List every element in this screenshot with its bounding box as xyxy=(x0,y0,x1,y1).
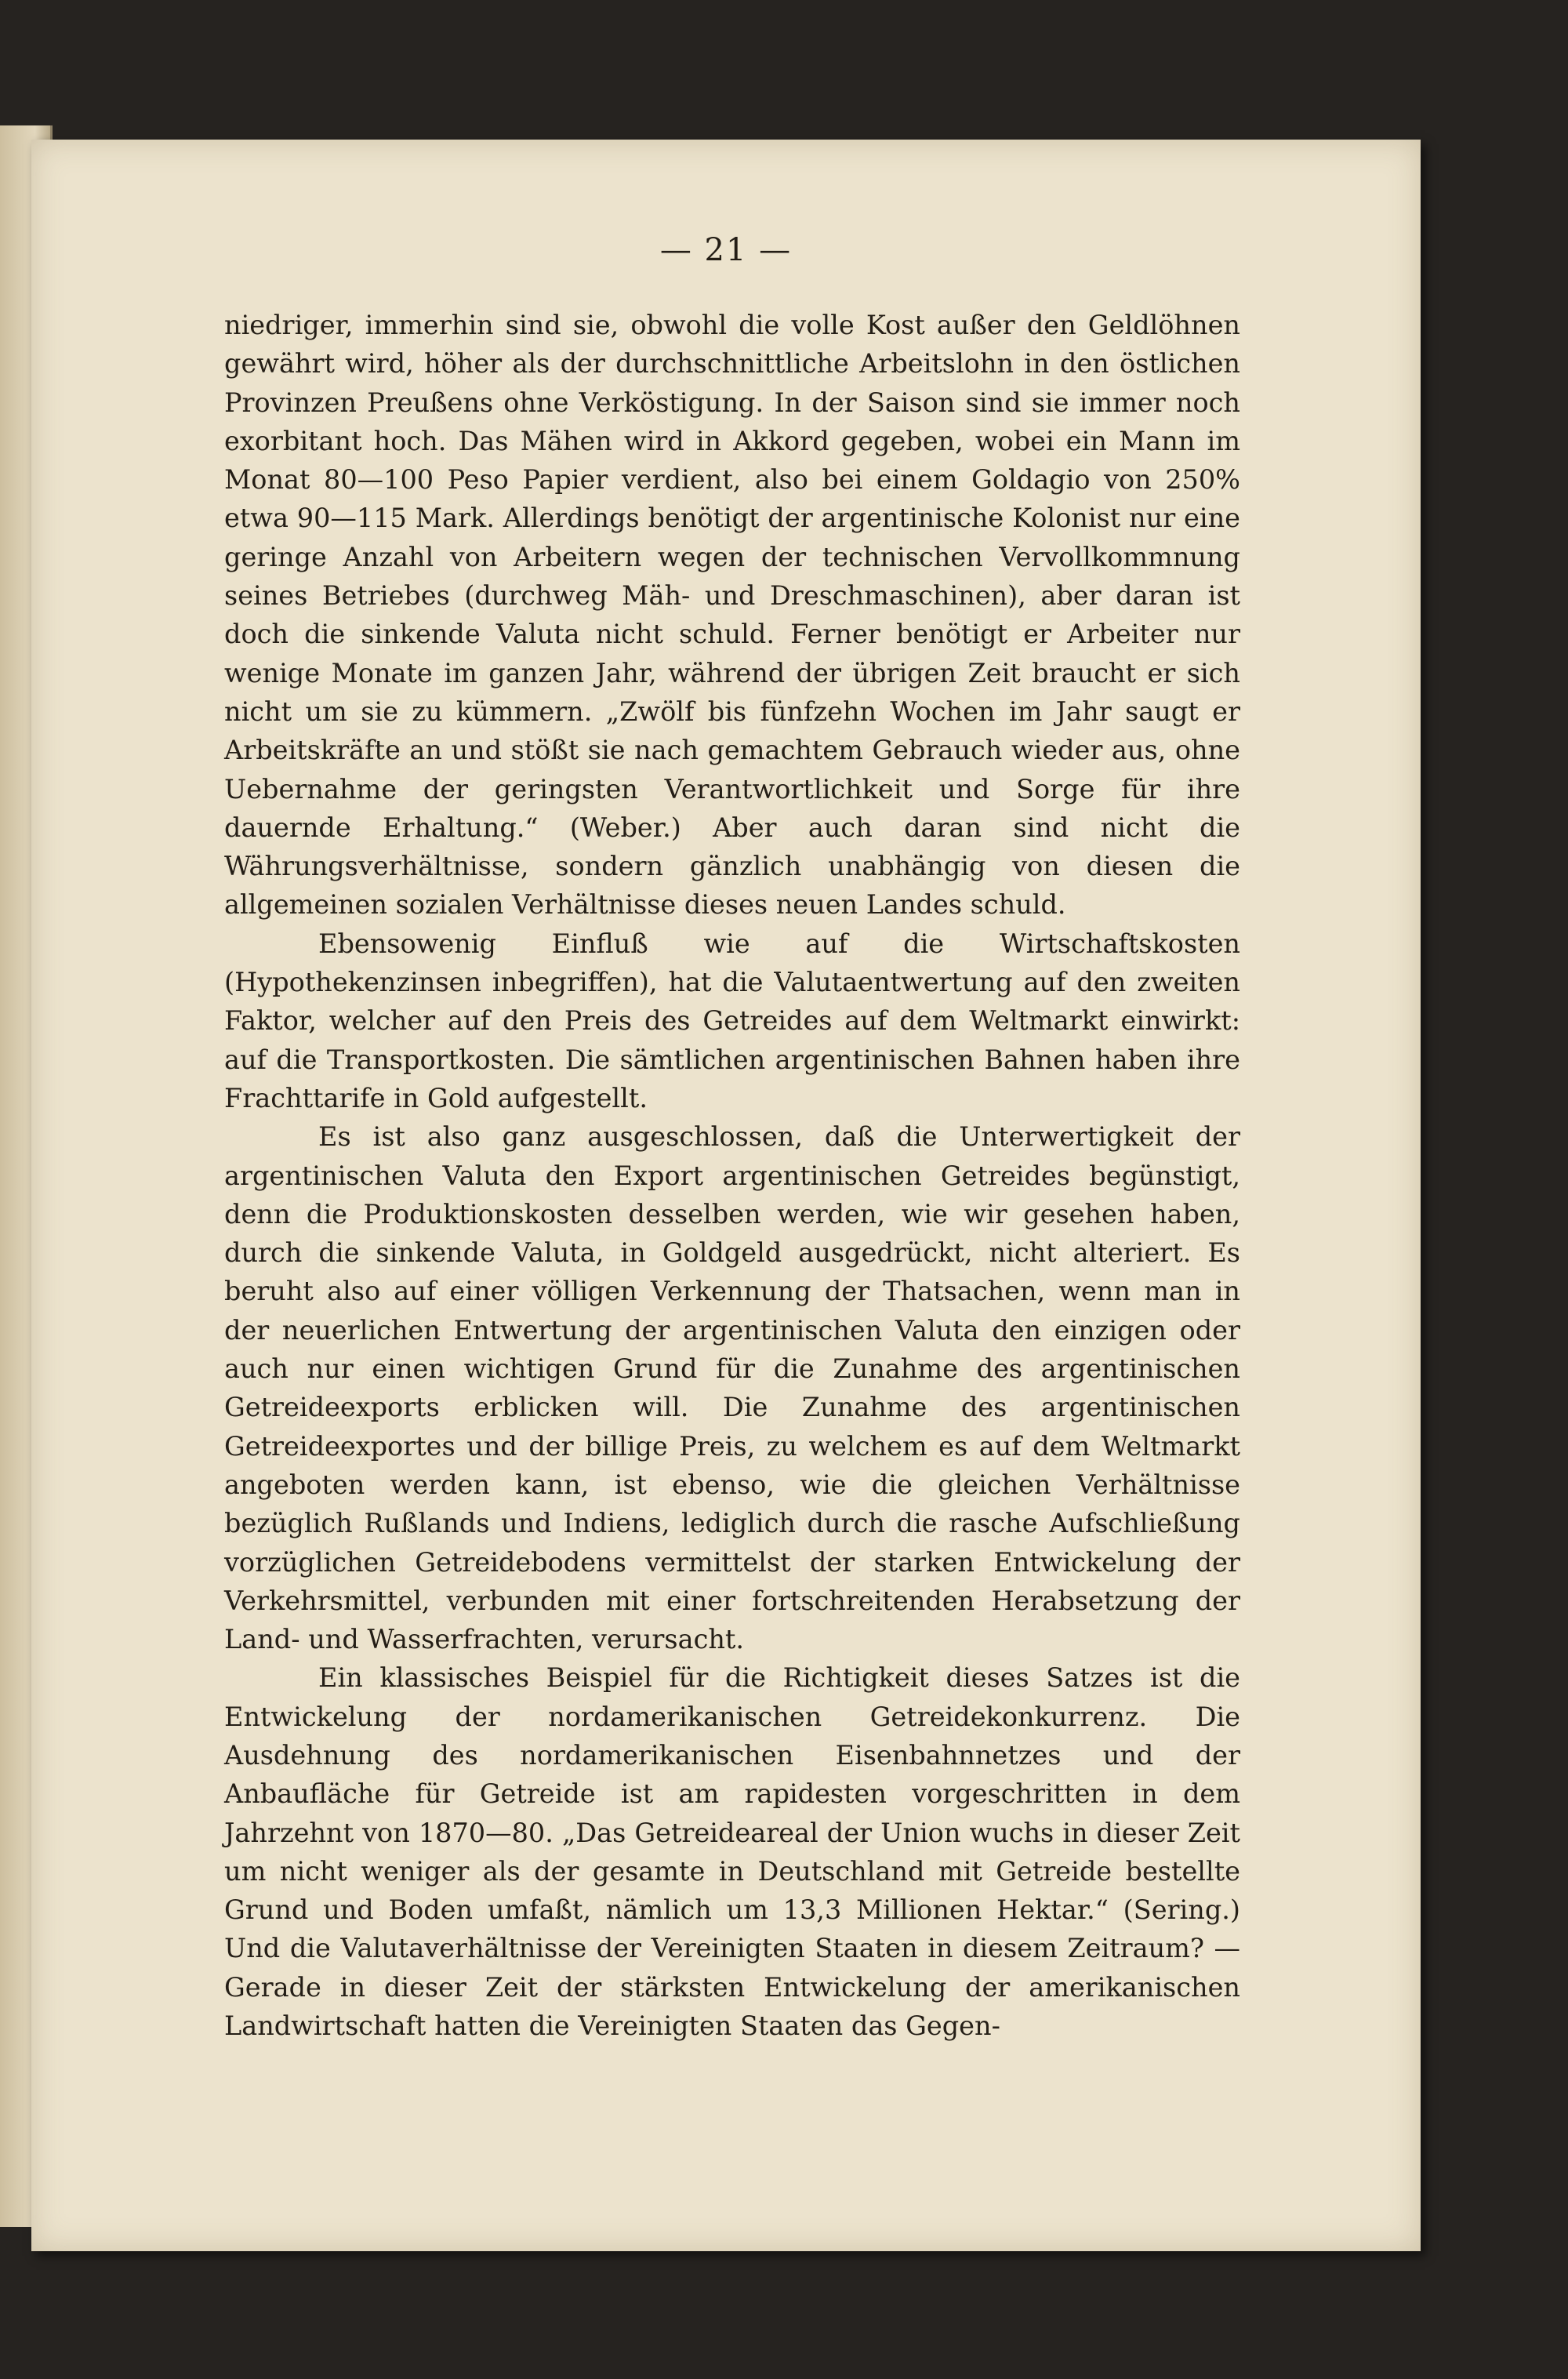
paragraph-4: Ein klassisches Beispiel für die Richtigkeit dieses Satzes ist die Entwickelung der nordamerikanischen Getreidekonkurrenz. Die Ausdehnung des nordamerikanischen Eisenbahnnetzes und der Anbaufläche für Getreide ist am rapidesten vorgeschritten in dem Jahrzehnt von 1870—80. „Das Getreideareal der Union wuchs in dieser Zeit um nicht weniger als der gesamte in Deutschland mit Getreide bestellte Grund und Boden umfaßt, nämlich um 13,3 Millionen Hektar.“ (Sering.) Und die Valutaverhältnisse der Vereinigten Staaten in diesem Zeitraum? — Gerade in dieser Zeit der stärksten Entwickelung der amerikanischen Landwirtschaft hatten die Vereinigten Staaten das Gegen- xyxy=(224,1662,1240,2042)
book-page xyxy=(31,140,1421,2251)
page-body-text xyxy=(224,306,1240,2045)
page-number: — 21 — xyxy=(659,232,793,268)
paragraph-2: Ebensowenig Einfluß wie auf die Wirtschaftskosten (Hypothekenzinsen inbegriffen), hat die Valutaentwertung auf den zweiten Faktor, welcher auf den Preis des Getreides auf dem Weltmarkt einwirkt: auf die Transportkosten. Die sämtlichen argentinischen Bahnen haben ihre Frachttarife in Gold aufgestellt. xyxy=(224,928,1240,1113)
paragraph-3: Es ist also ganz ausgeschlossen, daß die Unterwertigkeit der argentinischen Valuta den Export argentinischen Getreides begünstigt, denn die Produktionskosten desselben werden, wie wir gesehen haben, durch die sinkende Valuta, in Goldgeld ausgedrückt, nicht alteriert. Es beruht also auf einer völligen Verkennung der Thatsachen, wenn man in der neuerlichen Entwertung der argentinischen Valuta den einzigen oder auch nur einen wichtigen Grund für die Zunahme des argentinischen Getreideexports erblicken will. Die Zunahme des argentinischen Getreideexportes und der billige Preis, zu welchem es auf dem Weltmarkt angeboten werden kann, ist ebenso, wie die gleichen Verhältnisse bezüglich Rußlands und Indiens, lediglich durch die rasche Aufschließung vorzüglichen Getreidebodens vermittelst der starken Entwickelung der Verkehrsmittel, verbunden mit einer fortschreitenden Herabsetzung der Land- und Wasserfrachten, verursacht. xyxy=(224,1121,1240,1655)
paragraph-1: niedriger, immerhin sind sie, obwohl die volle Kost außer den Geldlöhnen gewährt wird, höher als der durchschnittliche Arbeitslohn in den östlichen Provinzen Preußens ohne Verköstigung. In der Saison sind sie immer noch exorbitant hoch. Das Mähen wird in Akkord gegeben, wobei ein Mann im Monat 80—100 Peso Papier verdient, also bei einem Goldagio von 250% etwa 90—115 Mark. Allerdings benötigt der argentinische Kolonist nur eine geringe Anzahl von Arbeitern wegen der technischen Vervollkommnung seines Betriebes (durchweg Mäh- und Dreschmaschinen), aber daran ist doch die sinkende Valuta nicht schuld. Ferner benötigt er Arbeiter nur wenige Monate im ganzen Jahr, während der übrigen Zeit braucht er sich nicht um sie zu kümmern. „Zwölf bis fünfzehn Wochen im Jahr saugt er Arbeitskräfte an und stößt sie nach gemachtem Gebrauch wieder aus, ohne Uebernahme der geringsten Verantwortlichkeit und Sorge für ihre dauernde Erhaltung.“ (Weber.) Aber auch daran sind nicht die Währungsverhältnisse, sondern gänzlich unabhängig von diesen die allgemeinen sozialen Verhältnisse dieses neuen Landes schuld. xyxy=(224,310,1240,921)
